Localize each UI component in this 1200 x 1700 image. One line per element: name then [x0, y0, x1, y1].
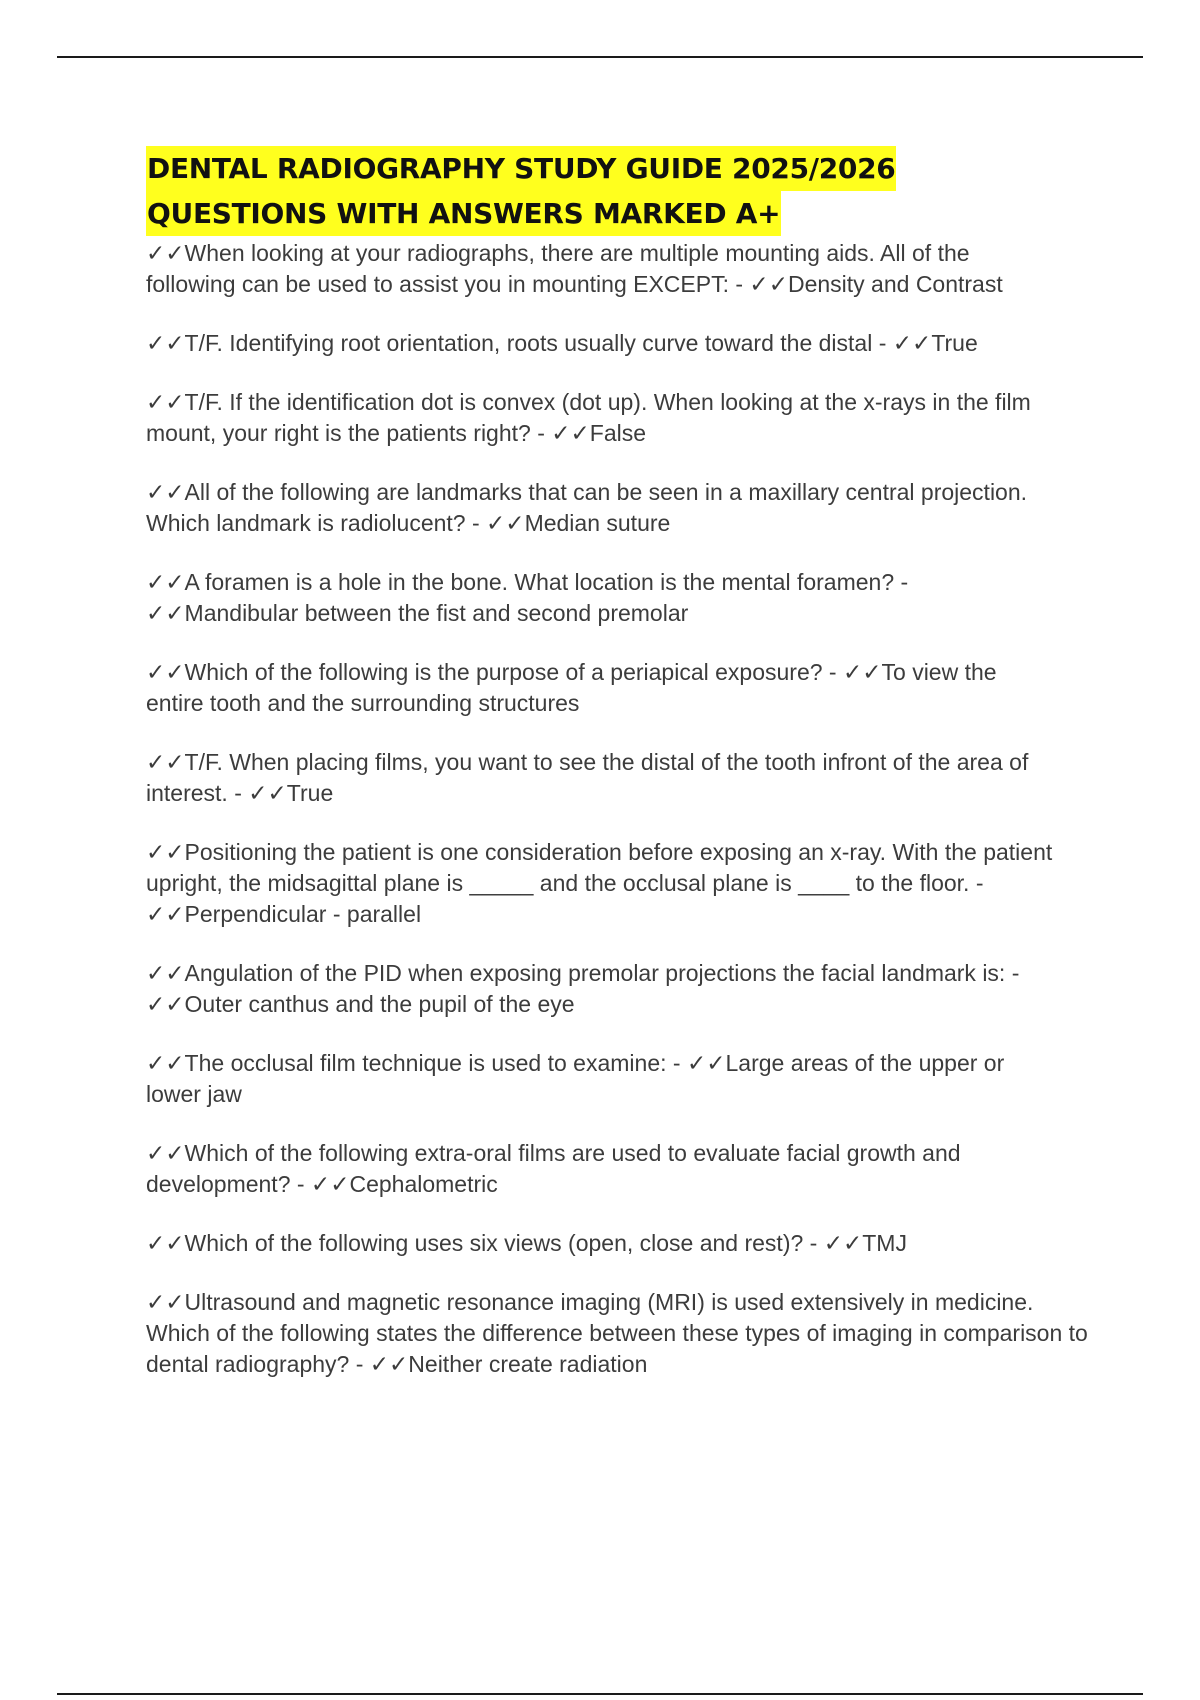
qa-item-10: ✓✓The occlusal film technique is used to examine: - ✓✓Large areas of the upper or lower jaw — [146, 1050, 1005, 1107]
qa-item-9: ✓✓Angulation of the PID when exposing premolar projections the facial landmark is: - ✓✓Outer canthus and the pupil of the eye — [146, 960, 1020, 1017]
qa-item-8: ✓✓Positioning the patient is one consideration before exposing an x-ray. With the patient upright, the midsagittal plane is _____ and the occlusal plane is ____ to the floor. - ✓✓Perpendicular - parallel — [146, 839, 1053, 927]
bottom-rule — [57, 1693, 1143, 1695]
qa-item-11: ✓✓Which of the following extra-oral films are used to evaluate facial growth and development? - ✓✓Cephalometric — [146, 1140, 961, 1197]
qa-item-7: ✓✓T/F. When placing films, you want to see the distal of the tooth infront of the area of interest. - ✓✓True — [146, 749, 1029, 806]
document-title — [146, 146, 1096, 236]
qa-item-3: ✓✓T/F. If the identification dot is convex (dot up). When looking at the x-rays in the film mount, your right is the patients right? - ✓✓False — [146, 389, 1031, 446]
top-rule — [57, 56, 1143, 58]
qa-item-5: ✓✓A foramen is a hole in the bone. What location is the mental foramen? - ✓✓Mandibular between the fist and second premolar — [146, 569, 909, 626]
qa-item-6: ✓✓Which of the following is the purpose of a periapical exposure? - ✓✓To view the entire tooth and the surrounding structures — [146, 659, 997, 716]
qa-item-1: ✓✓When looking at your radiographs, there are multiple mounting aids. All of the following can be used to assist you in mounting EXCEPT: - ✓✓Density and Contrast — [146, 240, 1003, 297]
title-line-1: DENTAL RADIOGRAPHY STUDY GUIDE 2025/2026 — [146, 146, 896, 191]
qa-item-4: ✓✓All of the following are landmarks that can be seen in a maxillary central projection. Which landmark is radiolucent? - ✓✓Median suture — [146, 479, 1028, 536]
qa-item-12: ✓✓Which of the following uses six views (open, close and rest)? - ✓✓TMJ — [146, 1230, 907, 1256]
title-line-2: QUESTIONS WITH ANSWERS MARKED A+ — [146, 191, 781, 236]
qa-item-13: ✓✓Ultrasound and magnetic resonance imaging (MRI) is used extensively in medicine. Which of the following states the difference between these types of imaging in comparison to dental radiography? - ✓✓Neither create radiation — [146, 1289, 1088, 1377]
qa-item-2: ✓✓T/F. Identifying root orientation, roots usually curve toward the distal - ✓✓True — [146, 330, 978, 356]
document-body — [146, 146, 1096, 1408]
